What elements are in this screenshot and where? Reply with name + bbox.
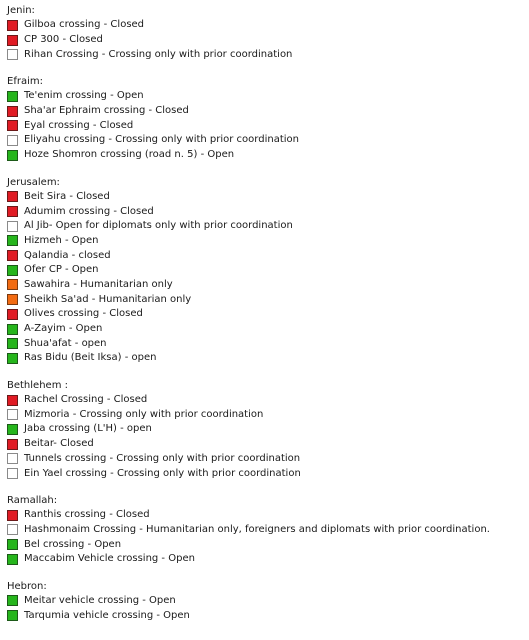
status-closed-icon (7, 20, 18, 31)
status-humanitarian-icon (7, 279, 18, 290)
crossing-row (7, 437, 529, 452)
crossing-label: Mizmoria - Crossing only with prior coordination (24, 408, 264, 420)
status-open-icon (7, 424, 18, 435)
crossing-row (7, 219, 529, 234)
crossing-label: Sha'ar Ephraim crossing - Closed (24, 105, 189, 117)
crossing-label: Beitar- Closed (24, 438, 94, 450)
crossing-label: Ein Yael crossing - Crossing only with prior coordination (24, 467, 301, 479)
status-open-icon (7, 595, 18, 606)
crossing-row (7, 336, 529, 351)
crossing-row (7, 133, 529, 148)
crossing-row (7, 307, 529, 322)
crossing-label: Hoze Shomron crossing (road n. 5) - Open (24, 149, 235, 161)
status-closed-icon (7, 191, 18, 202)
crossing-label: Sawahira - Humanitarian only (24, 278, 173, 290)
status-open-icon (7, 338, 18, 349)
crossing-label: Jaba crossing (L'H) - open (24, 423, 152, 435)
crossing-label: Te'enim crossing - Open (24, 90, 144, 102)
region-jenin (7, 4, 529, 62)
region-hebron (7, 580, 529, 623)
crossing-label: Eyal crossing - Closed (24, 119, 134, 131)
crossing-label: Maccabim Vehicle crossing - Open (24, 553, 195, 565)
crossing-label: Olives crossing - Closed (24, 308, 143, 320)
status-closed-icon (7, 309, 18, 320)
crossing-label: Tunnels crossing - Crossing only with prior coordination (24, 452, 301, 464)
crossing-label: CP 300 - Closed (24, 34, 103, 46)
region-title: Jerusalem: (7, 176, 60, 188)
crossing-row (7, 89, 529, 104)
crossing-label: Rachel Crossing - Closed (24, 394, 148, 406)
crossing-row (7, 190, 529, 205)
crossing-row (7, 393, 529, 408)
status-closed-icon (7, 510, 18, 521)
crossing-row (7, 204, 529, 219)
crossing-label: Meitar vehicle crossing - Open (24, 594, 176, 606)
crossing-label: Qalandia - closed (24, 249, 111, 261)
status-humanitarian-icon (7, 294, 18, 305)
crossing-label: Hizmeh - Open (24, 234, 99, 246)
crossing-row (7, 278, 529, 293)
status-closed-icon (7, 250, 18, 261)
crossing-row (7, 537, 529, 552)
crossing-label: Bel crossing - Open (24, 538, 122, 550)
status-open-icon (7, 539, 18, 550)
crossing-row (7, 552, 529, 567)
region-jerusalem (7, 176, 529, 366)
region-bethlehem (7, 379, 529, 481)
crossing-label: Beit Sira - Closed (24, 190, 110, 202)
status-open-icon (7, 610, 18, 621)
region-title: Ramallah: (7, 494, 58, 506)
crossing-label: Eliyahu crossing - Crossing only with prior coordination (24, 134, 299, 146)
crossing-label: Sheikh Sa'ad - Humanitarian only (24, 293, 192, 305)
crossing-row (7, 322, 529, 337)
crossing-row (7, 351, 529, 366)
crossing-label: Shua'afat - open (24, 337, 107, 349)
crossing-row (7, 594, 529, 609)
status-closed-icon (7, 439, 18, 450)
crossing-row (7, 608, 529, 623)
crossing-row (7, 148, 529, 163)
status-closed-icon (7, 106, 18, 117)
region-title: Efraim: (7, 76, 43, 88)
crossing-label: Ras Bidu (Beit Iksa) - open (24, 352, 157, 364)
crossing-row (7, 523, 529, 538)
status-coordination-icon (7, 409, 18, 420)
crossing-label: Adumim crossing - Closed (24, 205, 154, 217)
status-coordination-icon (7, 49, 18, 60)
crossing-row (7, 47, 529, 62)
status-closed-icon (7, 120, 18, 131)
crossing-label: Ofer CP - Open (24, 264, 99, 276)
crossing-label: Gilboa crossing - Closed (24, 19, 145, 31)
region-title: Bethlehem : (7, 379, 68, 391)
crossing-row (7, 292, 529, 307)
crossing-label: Ranthis crossing - Closed (24, 509, 150, 521)
crossing-row (7, 118, 529, 133)
status-open-icon (7, 150, 18, 161)
status-coordination-icon (7, 135, 18, 146)
crossing-row (7, 248, 529, 263)
crossing-label: Tarqumia vehicle crossing - Open (24, 609, 190, 621)
crossing-row (7, 407, 529, 422)
crossing-label: Hashmonaim Crossing - Humanitarian only, foreigners and diplomats with prior coordination. (24, 523, 490, 535)
crossing-row (7, 508, 529, 523)
status-open-icon (7, 265, 18, 276)
status-closed-icon (7, 206, 18, 217)
crossing-row (7, 263, 529, 278)
status-closed-icon (7, 35, 18, 46)
crossing-label: Al Jib- Open for diplomats only with prior coordination (24, 220, 293, 232)
status-open-icon (7, 353, 18, 364)
crossing-row (7, 33, 529, 48)
status-open-icon (7, 235, 18, 246)
crossing-row (7, 234, 529, 249)
status-coordination-icon (7, 524, 18, 535)
crossing-label: A-Zayim - Open (24, 323, 103, 335)
crossing-row (7, 466, 529, 481)
status-open-icon (7, 91, 18, 102)
region-title: Jenin: (7, 5, 35, 16)
crossing-row (7, 104, 529, 119)
region-ramallah (7, 494, 529, 567)
crossing-row (7, 422, 529, 437)
crossing-row (7, 18, 529, 33)
status-coordination-icon (7, 468, 18, 479)
status-coordination-icon (7, 453, 18, 464)
status-coordination-icon (7, 221, 18, 232)
crossing-row (7, 452, 529, 467)
status-open-icon (7, 554, 18, 565)
crossing-label: Rihan Crossing - Crossing only with prior coordination (24, 48, 293, 60)
region-efraim (7, 75, 529, 162)
status-open-icon (7, 324, 18, 335)
region-title: Hebron: (7, 580, 47, 592)
status-closed-icon (7, 395, 18, 406)
